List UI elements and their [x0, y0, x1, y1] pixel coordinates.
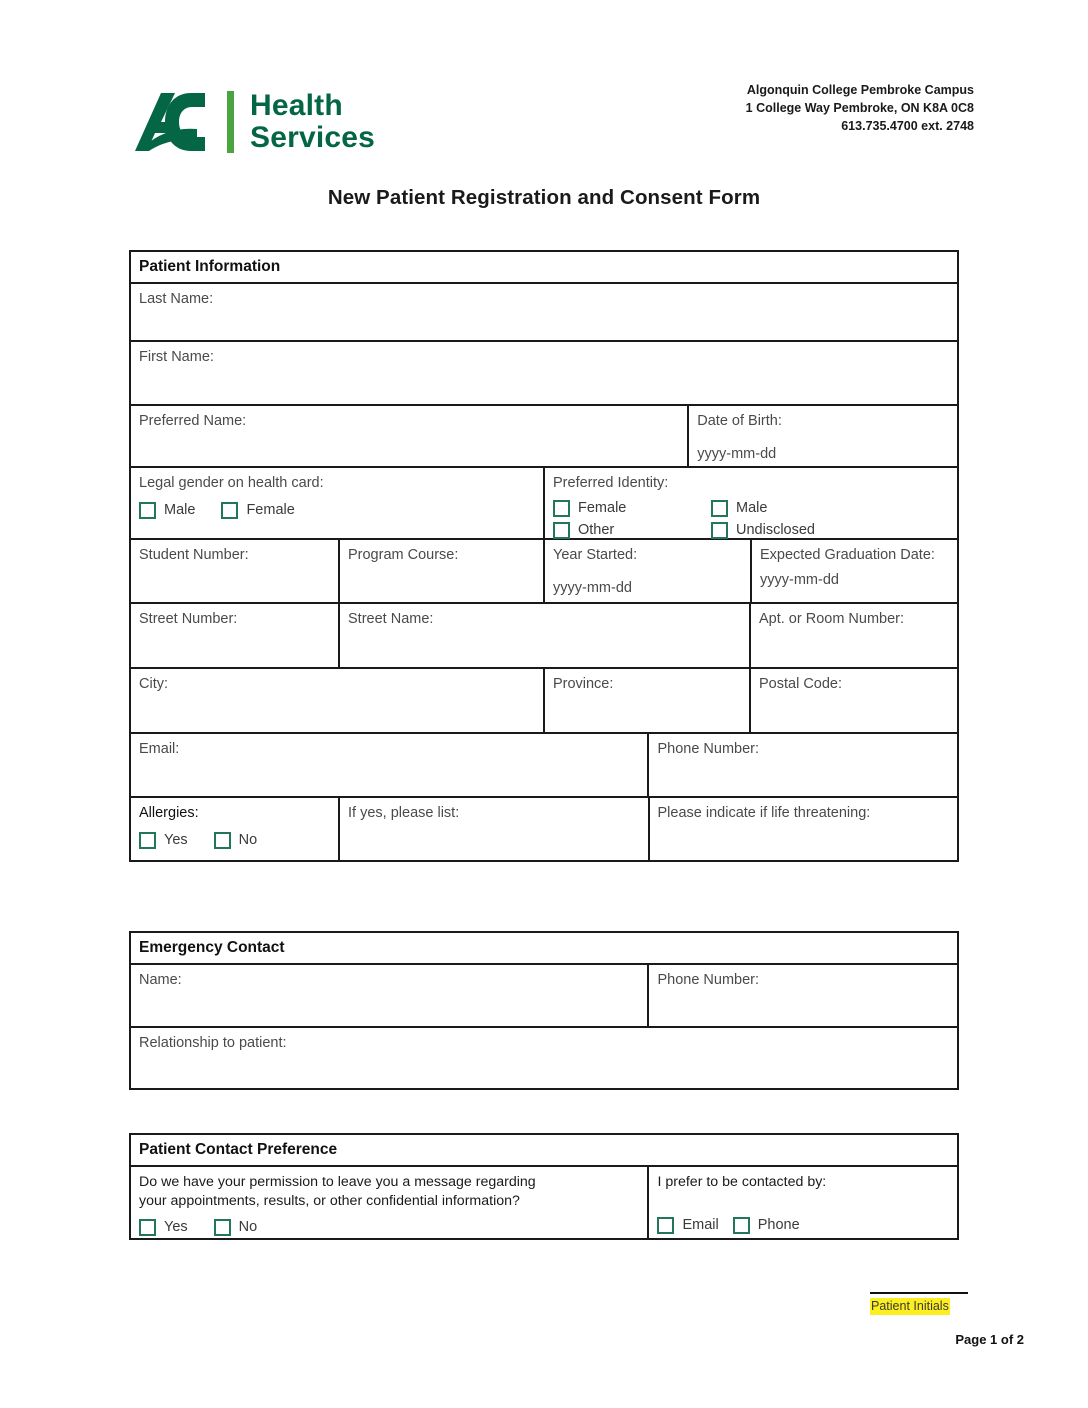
field-label: Program Course: — [347, 547, 459, 564]
table-row — [131, 252, 957, 282]
address-line-street: 1 College Way Pembroke, ON K8A 0C8 — [745, 100, 974, 115]
field-label: Please indicate if life threatening: — [657, 805, 871, 822]
field-label: Phone Number: — [657, 741, 760, 758]
patient-information-table — [129, 250, 959, 862]
permission-question-line2: your appointments, results, or other confidential information? — [139, 1192, 520, 1209]
field-label: Phone Number: — [657, 972, 760, 989]
field-emergency-contact-phone[interactable] — [647, 965, 957, 1026]
checkbox-label: No — [238, 831, 258, 848]
table-row — [131, 602, 957, 667]
table-row — [131, 1135, 957, 1165]
preferred-identity-options — [553, 499, 949, 543]
field-label: Student Number: — [139, 547, 249, 564]
campus-address — [746, 82, 974, 135]
field-allergies — [131, 798, 338, 860]
field-label: Expected Graduation Date: — [760, 547, 935, 564]
field-label: Date of Birth: — [697, 413, 782, 430]
checkbox-identity-other[interactable] — [553, 521, 685, 540]
field-program-course[interactable] — [338, 540, 543, 602]
page-number: Page 1 of 2 — [955, 1332, 1024, 1347]
checkbox-icon[interactable] — [214, 1219, 231, 1236]
checkbox-legal-gender-male[interactable] — [139, 501, 195, 520]
field-street-number[interactable] — [131, 604, 338, 667]
checkbox-label: No — [238, 1219, 258, 1236]
checkbox-label: Other — [578, 521, 615, 538]
permission-question-line1: Do we have your permission to leave you a message regarding — [139, 1174, 536, 1191]
date-format-hint: yyyy-mm-dd — [760, 571, 839, 588]
signature-line[interactable] — [870, 1292, 968, 1294]
field-province[interactable] — [543, 669, 749, 732]
checkbox-icon[interactable] — [139, 1219, 156, 1236]
date-format-hint: yyyy-mm-dd — [697, 445, 777, 462]
field-student-number[interactable] — [131, 540, 338, 602]
checkbox-icon[interactable] — [711, 522, 728, 539]
checkbox-icon[interactable] — [221, 502, 238, 519]
field-label: City: — [139, 676, 168, 693]
checkbox-icon[interactable] — [553, 522, 570, 539]
checkbox-label: Email — [682, 1216, 719, 1233]
checkbox-label: Yes — [164, 1219, 188, 1236]
field-label: First Name: — [139, 349, 214, 366]
legal-gender-options — [139, 501, 535, 520]
field-label: Postal Code: — [758, 676, 843, 693]
field-label: Last Name: — [139, 291, 214, 308]
checkbox-icon[interactable] — [733, 1217, 750, 1234]
field-legal-gender — [131, 468, 543, 538]
field-allergies-life-threatening[interactable] — [648, 798, 958, 860]
logo-wordmark — [250, 90, 375, 155]
logo-line-health: Health — [250, 88, 343, 122]
checkbox-label: Yes — [164, 831, 188, 848]
checkbox-contact-phone[interactable] — [733, 1216, 800, 1235]
logo-divider-bar — [227, 91, 234, 153]
field-year-started[interactable] — [543, 540, 750, 602]
table-row — [131, 667, 957, 732]
patient-initials-label: Patient Initials — [871, 1299, 949, 1313]
checkbox-permission-no[interactable] — [214, 1218, 258, 1237]
field-label: Year Started: — [553, 547, 638, 564]
permission-options — [139, 1218, 639, 1237]
field-label: Apt. or Room Number: — [758, 611, 905, 628]
checkbox-icon[interactable] — [553, 500, 570, 517]
checkbox-allergies-no[interactable] — [214, 831, 258, 850]
table-row — [131, 340, 957, 404]
checkbox-icon[interactable] — [139, 502, 156, 519]
field-label: Province: — [552, 676, 614, 693]
field-apt-room-number[interactable] — [749, 604, 957, 667]
checkbox-icon[interactable] — [657, 1217, 674, 1234]
field-email[interactable] — [131, 734, 647, 796]
table-row — [131, 1026, 957, 1088]
section-header-emergency-contact: Emergency Contact — [139, 939, 285, 956]
section-header-patient-information: Patient Information — [139, 258, 281, 275]
patient-initials-block — [870, 1292, 970, 1315]
emergency-contact-table — [129, 931, 959, 1090]
address-line-campus: Algonquin College Pembroke Campus — [746, 83, 974, 97]
address-line-phone: 613.735.4700 ext. 2748 — [841, 118, 974, 133]
field-date-of-birth[interactable] — [687, 406, 957, 466]
table-row — [131, 538, 957, 602]
checkbox-label: Female — [578, 499, 627, 516]
table-row — [131, 963, 957, 1026]
table-row — [131, 732, 957, 796]
field-label: If yes, please list: — [348, 805, 460, 822]
field-expected-graduation-date[interactable] — [750, 540, 957, 602]
field-preferred-identity — [543, 468, 957, 538]
checkbox-label: Male — [164, 501, 196, 518]
field-allergies-list[interactable] — [338, 798, 648, 860]
checkbox-label: Undisclosed — [736, 521, 815, 538]
checkbox-legal-gender-female[interactable] — [221, 501, 294, 520]
checkbox-identity-male[interactable] — [711, 499, 843, 518]
table-row — [131, 466, 957, 538]
table-row — [131, 796, 957, 860]
ac-monogram-icon — [135, 91, 213, 153]
logo-line-services: Services — [250, 121, 376, 154]
field-relationship-to-patient[interactable] — [131, 1028, 957, 1088]
checkbox-permission-yes[interactable] — [139, 1218, 188, 1237]
field-label: Allergies: — [139, 805, 199, 822]
field-label: I prefer to be contacted by: — [657, 1174, 827, 1191]
page-header — [129, 74, 974, 170]
field-phone-number[interactable] — [647, 734, 957, 796]
checkbox-allergies-yes[interactable] — [139, 831, 188, 850]
checkbox-identity-undisclosed[interactable] — [711, 521, 843, 540]
checkbox-label: Phone — [757, 1216, 800, 1233]
field-preferred-contact-method — [647, 1167, 957, 1238]
field-label: Preferred Identity: — [553, 475, 669, 492]
field-label: Email: — [139, 741, 180, 758]
table-row — [131, 404, 957, 466]
field-message-permission — [131, 1167, 647, 1238]
field-label: Relationship to patient: — [139, 1035, 287, 1052]
field-label: Preferred Name: — [139, 413, 247, 430]
field-label: Name: — [139, 972, 182, 989]
table-row — [131, 282, 957, 340]
preferred-contact-options — [657, 1216, 949, 1235]
allergies-options — [139, 831, 330, 850]
field-label: Street Number: — [139, 611, 238, 628]
checkbox-icon[interactable] — [139, 832, 156, 849]
field-label: Street Name: — [348, 611, 434, 628]
page-title: New Patient Registration and Consent Form — [327, 186, 761, 209]
checkbox-identity-female[interactable] — [553, 499, 685, 518]
checkbox-icon[interactable] — [214, 832, 231, 849]
patient-contact-preference-table — [129, 1133, 959, 1240]
field-emergency-contact-name[interactable] — [131, 965, 647, 1026]
checkbox-label: Female — [246, 501, 295, 518]
field-label: Legal gender on health card: — [139, 475, 324, 492]
section-header-contact-preference: Patient Contact Preference — [139, 1141, 338, 1158]
field-last-name[interactable] — [131, 284, 957, 340]
table-row — [131, 933, 957, 963]
table-row — [131, 1165, 957, 1238]
field-first-name[interactable] — [131, 342, 957, 404]
checkbox-contact-email[interactable] — [657, 1216, 718, 1235]
checkbox-icon[interactable] — [711, 500, 728, 517]
date-format-hint: yyyy-mm-dd — [553, 579, 632, 596]
ac-health-services-logo — [135, 82, 375, 162]
field-postal-code[interactable] — [749, 669, 957, 732]
checkbox-label: Male — [736, 499, 768, 516]
field-street-name[interactable] — [338, 604, 749, 667]
field-city[interactable] — [131, 669, 543, 732]
field-preferred-name[interactable] — [131, 406, 687, 466]
